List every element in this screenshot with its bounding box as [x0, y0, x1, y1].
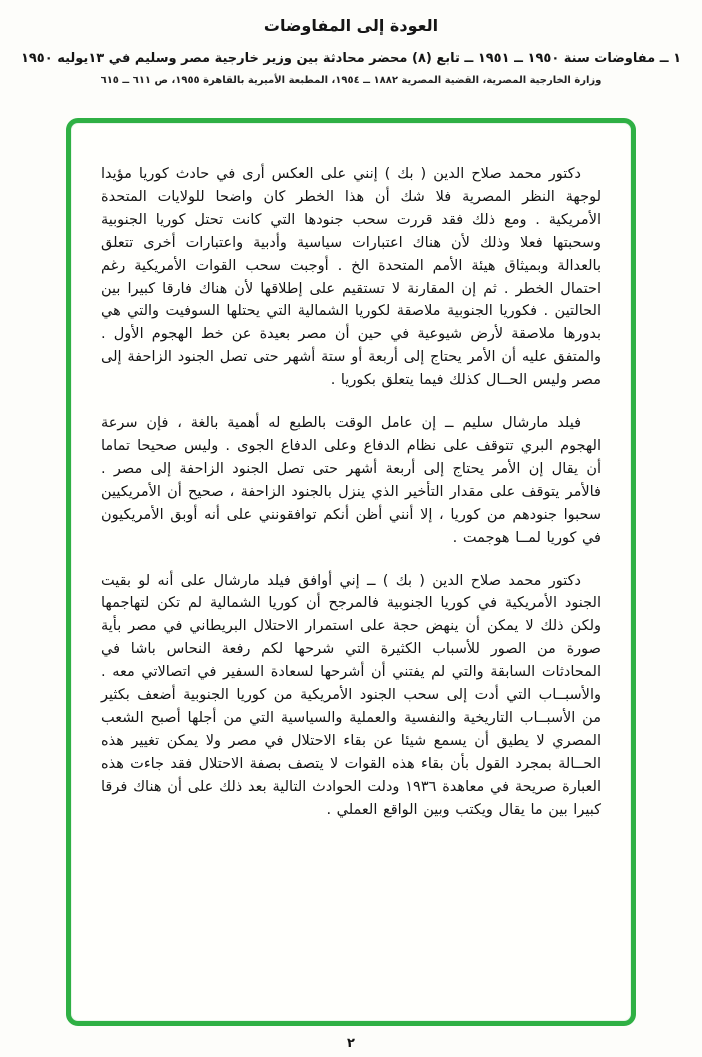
- document-body: [101, 163, 601, 821]
- document-title: العودة إلى المفاوضات: [263, 16, 439, 35]
- paragraph-1: دكتور محمد صلاح الدين ( بك ) إنني على العكس أرى في حادث كوريا مؤيدا لوجهة النظر المصرية فلا شك أن هذا الخطر كان واضحا للولايات المتحدة الأمريكية . ومع ذلك فقد قررت سحب جنودها التي كانت تحتل كوريا الجنوبية وسحبتها فعلا وذلك لأن هناك اعتبارات سياسية وأدبية واعتبارات أخرى تتعلق بالعدالة وبميثاق هيئة الأمم المتحدة الخ . أوجبت سحب القوات الأمريكية رغم احتمال الخطر . ثم إن المقارنة لا تستقيم على إطلاقها لأن هناك فارقا كبيرا بين الحالتين . فكوريا الجنوبية ملاصقة لكوريا الشمالية التي يحتلها السوفيت والتي هي بدورها ملاصقة لأرض شيوعية في حين أن مصر بعيدة عن خط الهجوم الأول . والمتفق عليه أن الأمر يحتاج إلى أربعة أو ستة أشهر حتى تصل الجنود الزاحفة إلى مصر وليس الحــال كذلك فيما يتعلق بكوريا .: [101, 166, 601, 389]
- document-subtitle-line1: ١ ــ مفاوضات سنة ١٩٥٠ ــ ١٩٥١ ــ تابع (٨) محضر محادثة بين وزير خارجية مصر وسليم في ١٣يوليه ١٩٥٠: [20, 51, 682, 66]
- document-subtitle-line2: وزارة الخارجية المصرية، القضية المصرية ١٨٨٢ ــ ١٩٥٤، المطبعة الأميرية بالقاهرة ١٩٥٥، ص ٦١١ ــ ٦١٥: [100, 75, 602, 86]
- page-number: ٢: [347, 1036, 355, 1051]
- highlight-border-box: [66, 118, 636, 1026]
- page-header: [0, 0, 702, 86]
- paragraph-2: فيلد مارشال سليم ــ إن عامل الوقت بالطبع له أهمية بالغة ، فإن سرعة الهجوم البري تتوقف على نظام الدفاع وعلى الدفاع الجوى . وليس صحيحا تماما أن يقال إن الأمر يحتاج إلى أربعة أشهر حتى تصل الجنود الزاحفة إلى مصر . فالأمر يتوقف على مقدار التأخير الذي ينزل بالجنود الزاحفة ، صحيح أن الأمريكيين سحبوا جنودهم من كوريا ، إلا أنني أظن أنكم توافقونني على أنه أوبق الأمريكيون في كوريا لمــا هوجمت .: [101, 415, 601, 546]
- paragraph-3: دكتور محمد صلاح الدين ( بك ) ــ إني أوافق فيلد مارشال على أنه لو بقيت الجنود الأمريكية في كوريا الجنوبية فالمرجح أن كوريا الشمالية لم تكن لتهاجمها ولكن ذلك لا يمكن أن ينهض حجة على استمرار الاحتلال البريطاني في مصر بأية صورة من الصور للأسباب الكثيرة التي شرحها لكم رفعة النحاس باشا في المحادثات السابقة والتي لم يفتني أن أشرحها لسعادة السفير في اتصالاتي معه . والأسبــاب التي أدت إلى سحب الجنود الأمريكية من كوريا الجنوبية أضعف بكثير من الأسبــاب التاريخية والنفسية والعملية والسياسية التي من أجلها أصبح الشعب المصري لا يطيق أن يسمع شيئا عن بقاء الاحتلال في مصر ولا يمكن تغيير هذه الحــالة بمجرد القول بأن بقاء هذه القوات لا يتصف بصفة الاحتلال فقد جاءت هذه العبارة صريحة في معاهدة ١٩٣٦ ودلت الحوادث التالية بعد ذلك على أن هناك فرقا كبيرا بين ما يقال ويكتب وبين الواقع العملي .: [101, 572, 601, 818]
